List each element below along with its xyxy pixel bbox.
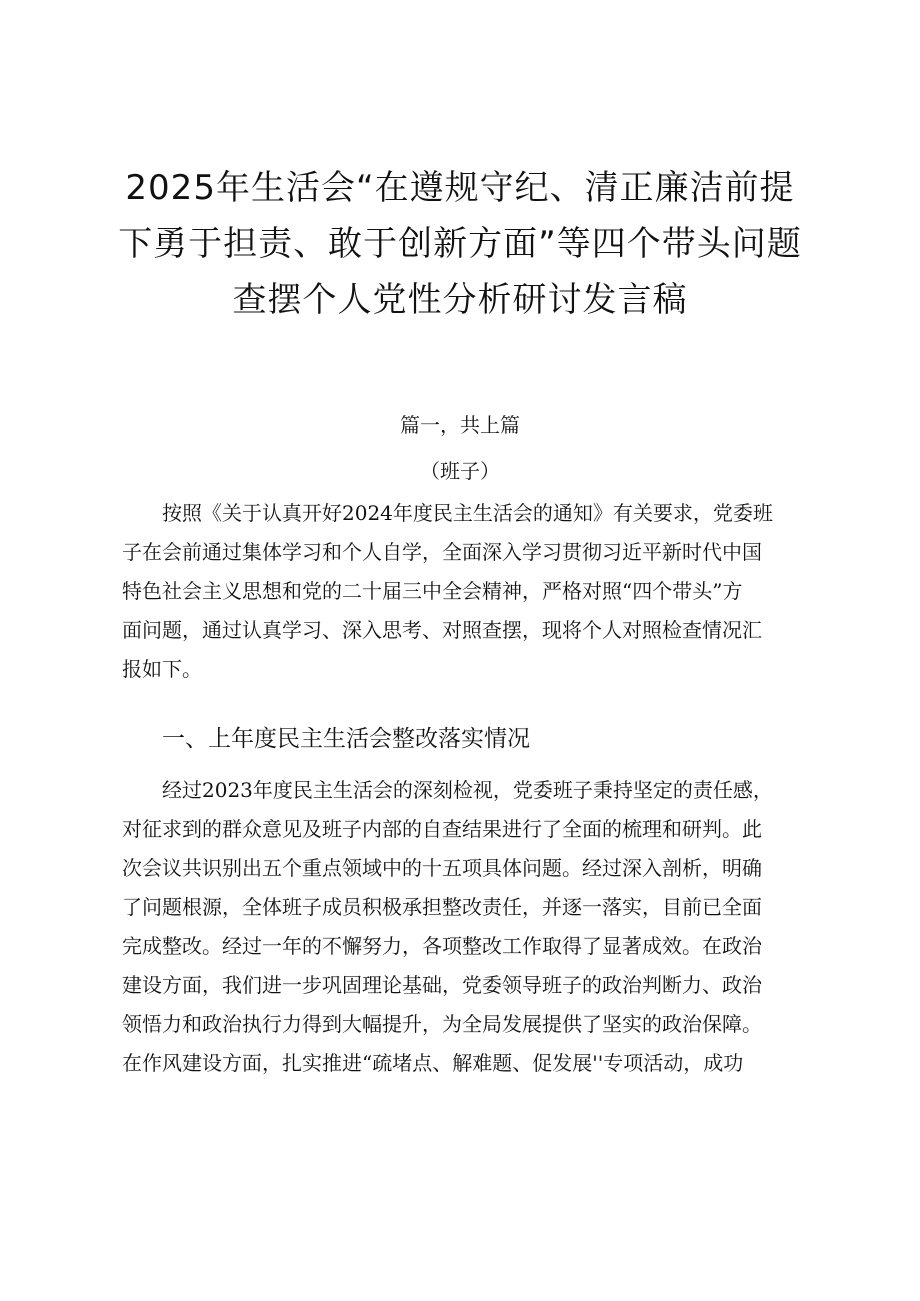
part-label: 篇一，共上篇	[400, 413, 520, 437]
intro-line: 特色社会主义思想和党的二十届三中全会精神，严格对照“四个带头”方	[122, 579, 743, 603]
title-line-1: 2025年生活会“在遵规守纪、清正廉洁前提	[125, 168, 795, 208]
intro-paragraph	[122, 494, 812, 689]
title-line-2: 下勇于担责、敢于创新方面”等四个带头问题	[118, 224, 802, 264]
intro-line: 按照《关于认真开好2024年度民主生活会的通知》有关要求，党委班	[162, 501, 773, 525]
body-line: 完成整改。经过一年的不懈努力，各项整改工作取得了显著成效。在政治	[122, 934, 762, 958]
body-line: 经过2023年度民主生活会的深刻检视，党委班子秉持坚定的责任感，	[162, 778, 773, 802]
part-sub-label: （班子）	[420, 459, 500, 483]
title-line-3: 查摆个人党性分析研讨发言稿	[232, 280, 688, 320]
section-heading: 一、上年度民主生活会整改落实情况	[162, 725, 530, 751]
body-line: 了问题根源，全体班子成员积极承担整改责任，并逐一落实，目前已全面	[122, 895, 762, 919]
body-line: 在作风建设方面，扎实推进“疏堵点、解难题、促发展''专项活动，成功	[122, 1051, 744, 1075]
body-line: 次会议共识别出五个重点领域中的十五项具体问题。经过深入剖析，明确	[122, 856, 762, 880]
body-line: 对征求到的群众意见及班子内部的自查结果进行了全面的梳理和研判。此	[122, 817, 762, 841]
intro-line: 面问题，通过认真学习、深入思考、对照查摆，现将个人对照检查情况汇	[122, 618, 762, 642]
document-title	[100, 160, 820, 328]
body-line: 建设方面，我们进一步巩固理论基础，党委领导班子的政治判断力、政治	[122, 973, 762, 997]
intro-line: 子在会前通过集体学习和个人自学，全面深入学习贯彻习近平新时代中国	[122, 540, 762, 564]
body-paragraph	[122, 771, 812, 1083]
intro-line: 报如下。	[122, 657, 202, 681]
body-line: 领悟力和政治执行力得到大幅提升，为全局发展提供了坚实的政治保障。	[122, 1012, 762, 1036]
